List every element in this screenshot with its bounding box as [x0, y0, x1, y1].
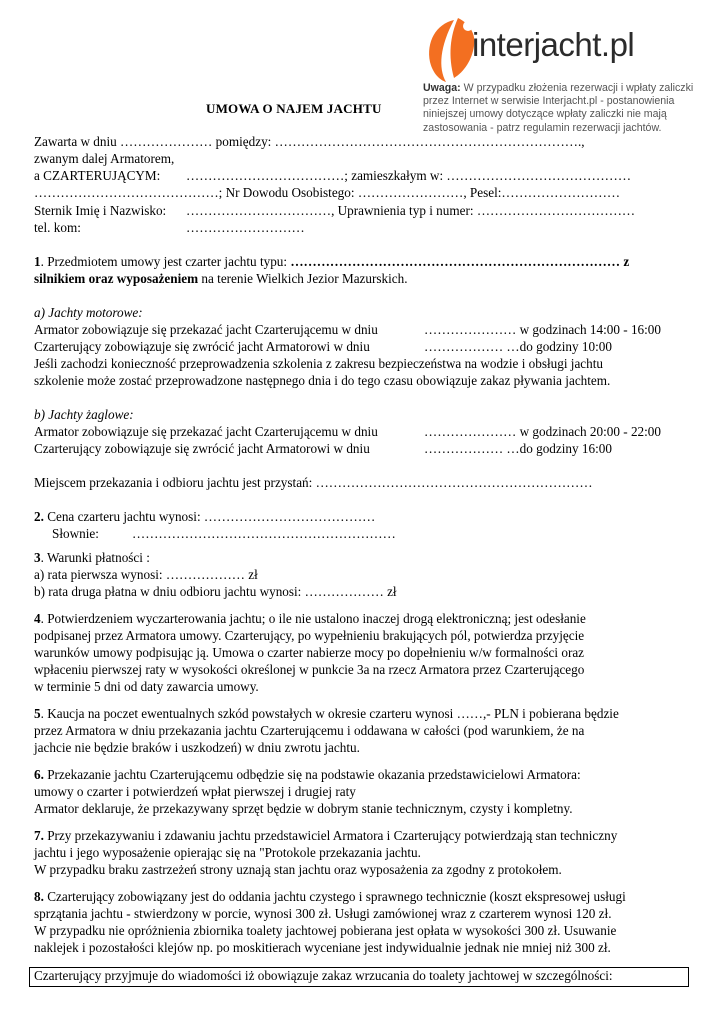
section-3-line-1: 3. Warunki płatności :	[34, 550, 150, 565]
section-1-line-2: silnikiem oraz wyposażeniem na terenie Wielkich Jezior Mazurskich.	[34, 271, 408, 286]
section-4-line-1: 4. Potwierdzeniem wyczarterowania jachtu; o ile nie ustalono inaczej drogą elektroniczną; jest odesłanie	[34, 611, 586, 626]
notice-line-4: zastosowania - patrz regulamin rezerwacji jachtów.	[423, 121, 662, 134]
section-5-line-2: przez Armatora w dniu przekazania jachtu Czarterującemu i oddawana w całości (pod warunkiem, że na	[34, 723, 585, 738]
interjacht-logo	[424, 16, 654, 84]
phone-line: tel. kom: ………………………	[34, 220, 305, 235]
section-4-line-3: warunków umowy podpisując ją. Umowa o czarter nabierze mocy po dopełnieniu w/w formalności oraz	[34, 645, 585, 660]
section-3-line-3: b) rata druga płatna w dniu odbioru jachtu wynosi: ……………… zł	[34, 584, 397, 599]
logo-wordmark: interjacht.pl	[472, 26, 635, 63]
parties-line-3: a CZARTERUJĄCYM: ………………………………; zamieszkałym w: ……………………………………	[34, 168, 632, 183]
parties-line-2: zwanym dalej Armatorem,	[34, 151, 175, 166]
toilet-ban-text: Czarterujący przyjmuje do wiadomości iż obowiązuje zakaz wrzucania do toalety jachtowej w szczególności:	[34, 968, 613, 983]
motor-yachts-heading: a) Jachty motorowe:	[34, 305, 143, 320]
document-title: UMOWA O NAJEM JACHTU	[206, 101, 382, 116]
section-8-line-1: 8. Czarterujący zobowiązany jest do oddania jachtu czystego i sprawnego technicznie (koszt ekspresowej usługi	[34, 889, 626, 904]
section-7-line-1: 7. Przy przekazywaniu i zdawaniu jachtu przedstawiciel Armatora i Czarterujący potwierdzają stan techniczny	[34, 828, 618, 843]
section-8-line-4: naklejek i pozostałości klejów np. po moskitierach wyceniane jest indywidualnie jednak nie mniej niż 300 zł.	[34, 940, 611, 955]
parties-line-4: ……………………………………; Nr Dowodu Osobistego: ……………………, Pesel:………………………	[34, 185, 621, 200]
section-7-line-3: W przypadku braku zastrzeżeń strony uznają stan jachtu oraz wyposażenia za zgodny z protokołem.	[34, 862, 562, 877]
motor-training-line-2: szkolenie może zostać przeprowadzone następnego dnia i do tego czasu obowiązuje zakaz pływania jachtem.	[34, 373, 611, 388]
sail-handover-line: Armator zobowiązuje się przekazać jacht Czarterującemu w dniu ………………… w godzinach 20:00 - 22:00	[34, 424, 661, 439]
section-4-line-4: wpłaceniu pierwszej raty w wysokości określonej w punkcie 3a na rzecz Armatora przez Czarterującego	[34, 662, 585, 677]
sail-return-line: Czarterujący zobowiązuje się zwrócić jacht Armatorowi w dniu ……………… …do godziny 16:00	[34, 441, 612, 456]
skipper-line: Sternik Imię i Nazwisko: ……………………………, Uprawnienia typ i numer: ………………………………	[34, 203, 636, 218]
notice-line-3: niniejszej umowy dotyczące wpłaty zaliczki nie mają	[423, 108, 667, 121]
notice-label: Uwaga:	[423, 82, 461, 94]
section-1-line-1: 1. Przedmiotem umowy jest czarter jachtu typu: ………………………………………………………………… z	[34, 254, 630, 269]
section-8-line-3: W przypadku nie opróżnienia zbiornika toalety jachtowej pobierana jest opłata w wysokości 300 zł. Usuwanie	[34, 923, 617, 938]
section-3-line-2: a) rata pierwsza wynosi: ……………… zł	[34, 567, 258, 582]
section-4-line-2: podpisanej przez Armatora umowy. Czarterujący, po wypełnieniu brakujących pól, potwierdza przyjęcie	[34, 628, 585, 643]
section-2-line-2: Słownie: ……………………………………………………	[52, 526, 396, 541]
section-5-line-3: jachcie nie będzie braków i uszkodzeń) w dniu zwrotu jachtu.	[34, 740, 360, 755]
section-4-line-5: w terminie 5 dni od daty zawarcia umowy.	[34, 679, 259, 694]
section-2-line-1: 2. Cena czarteru jachtu wynosi: …………………………………	[34, 509, 376, 524]
section-5-line-1: 5. Kaucja na poczet ewentualnych szkód powstałych w okresie czarteru wynosi ……,- PLN i pobierana będzie	[34, 706, 619, 721]
handover-place-line: Miejscem przekazania i odbioru jachtu jest przystań: ………………………………………………………	[34, 475, 593, 490]
parties-line-1: Zawarta w dniu ………………… pomiędzy: …………………………………………………………….,	[34, 134, 585, 149]
section-7-line-2: jachtu i jego wyposażenie opierając się na "Protokole przekazania jachtu.	[34, 845, 421, 860]
section-8-line-2: sprzątania jachtu - stwierdzony w porcie, wynosi 300 zł. Usługi zamówionej wraz z czarterem wynosi 120 zł.	[34, 906, 612, 921]
notice-box	[423, 82, 713, 135]
motor-handover-line: Armator zobowiązuje się przekazać jacht Czarterującemu w dniu ………………… w godzinach 14:00 - 16:00	[34, 322, 661, 337]
section-6-line-1: 6. Przekazanie jachtu Czarterującemu odbędzie się na podstawie okazania przedstawicielowi Armatora:	[34, 767, 581, 782]
sail-yachts-heading: b) Jachty żaglowe:	[34, 407, 134, 422]
motor-return-line: Czarterujący zobowiązuje się zwrócić jacht Armatorowi w dniu ……………… …do godziny 10:00	[34, 339, 612, 354]
motor-training-line-1: Jeśli zachodzi konieczność przeprowadzenia szkolenia z zakresu bezpieczeństwa na wodzie i obsługi jachtu	[34, 356, 604, 371]
notice-line-2: przez Internet w serwisie Interjacht.pl - postanowienia	[423, 95, 675, 108]
notice-line-1: Uwaga: W przypadku złożenia rezerwacji i wpłaty zaliczki	[423, 82, 694, 94]
section-6-line-2: umowy o czarter i potwierdzeń wpłat pierwszej i drugiej raty	[34, 784, 356, 799]
section-6-line-3: Armator deklaruje, że przekazywany sprzęt będzie w dobrym stanie technicznym, czysty i kompletny.	[34, 801, 573, 816]
